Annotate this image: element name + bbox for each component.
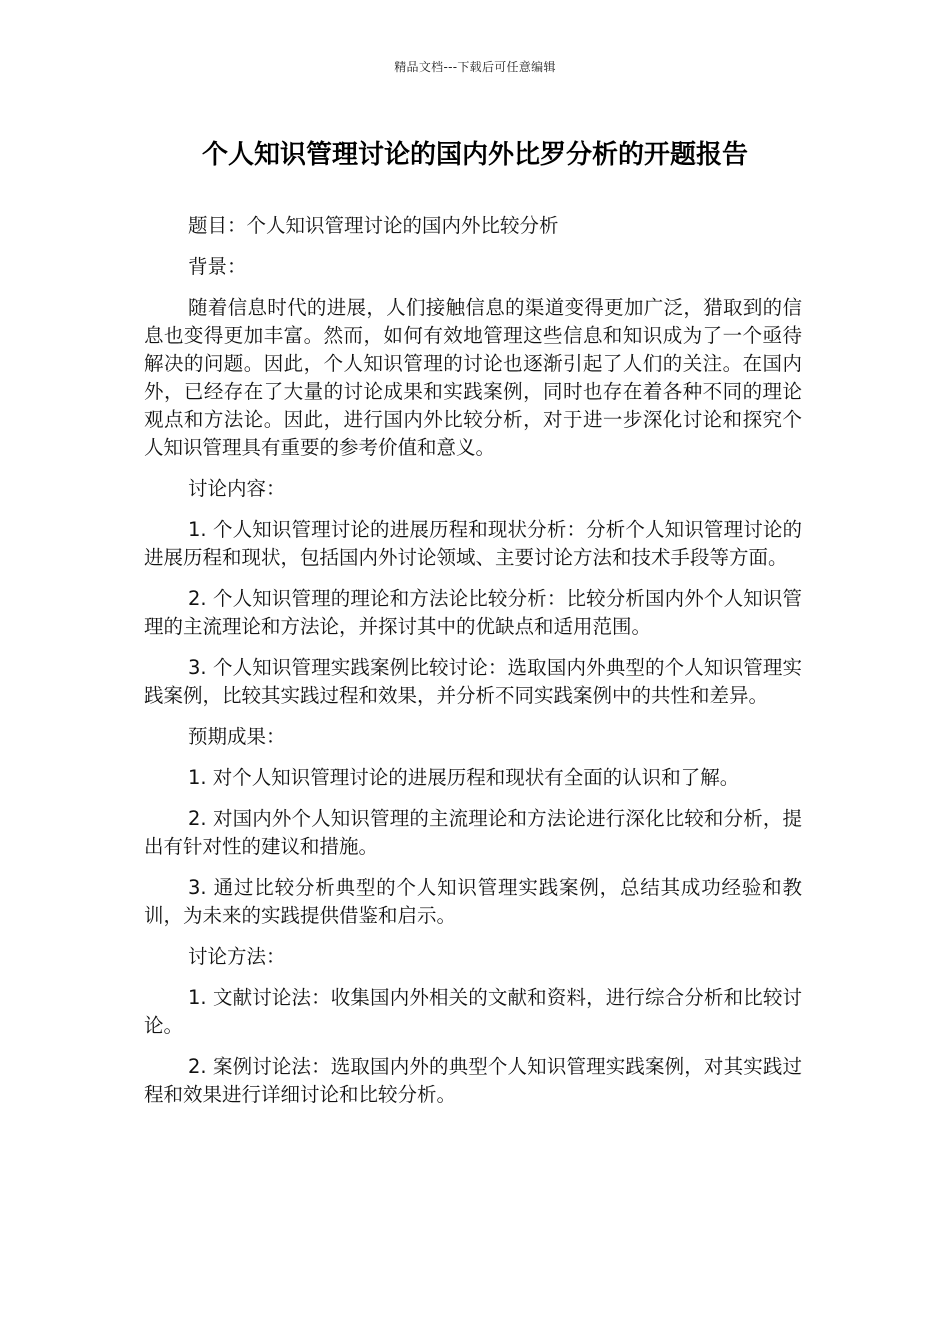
section-heading-content: 讨论内容： xyxy=(188,477,286,500)
method-item-2: 2. 案例讨论法：选取国内外的典型个人知识管理实践案例，对其实践过程和效果进行详细讨论和比较分析。 xyxy=(144,1055,802,1106)
content-item-3: 3. 个人知识管理实践案例比较讨论：选取国内外典型的个人知识管理实践案例，比较其实践过程和效果，并分析不同实践案例中的共性和差异。 xyxy=(144,656,802,707)
topic-line: 题目：个人知识管理讨论的国内外比较分析 xyxy=(188,214,559,237)
outcome-item-1: 1. 对个人知识管理讨论的进展历程和现状有全面的认识和了解。 xyxy=(188,766,740,789)
section-heading-methods: 讨论方法： xyxy=(188,945,286,968)
content-item-2: 2. 个人知识管理的理论和方法论比较分析：比较分析国内外个人知识管理的主流理论和方法论，并探讨其中的优缺点和适用范围。 xyxy=(144,587,802,638)
method-item-1: 1. 文献讨论法：收集国内外相关的文献和资料，进行综合分析和比较讨论。 xyxy=(144,986,802,1037)
outcome-item-2: 2. 对国内外个人知识管理的主流理论和方法论进行深化比较和分析，提出有针对性的建议和措施。 xyxy=(144,807,802,858)
document-body xyxy=(144,212,802,1122)
background-paragraph: 随着信息时代的进展，人们接触信息的渠道变得更加广泛，猎取到的信息也变得更加丰富。然而，如何有效地管理这些信息和知识成为了一个亟待解决的问题。因此，个人知识管理的讨论也逐渐引起了人们的关注。在国内外，已经存在了大量的讨论成果和实践案例，同时也存在着各种不同的理论观点和方法论。因此，进行国内外比较分析，对于进一步深化讨论和探究个人知识管理具有重要的参考价值和意义。 xyxy=(144,296,802,459)
header-note: 精品文档---下载后可任意编辑 xyxy=(394,60,556,74)
outcome-item-3: 3. 通过比较分析典型的个人知识管理实践案例，总结其成功经验和教训，为未来的实践提供借鉴和启示。 xyxy=(144,876,802,927)
document-title: 个人知识管理讨论的国内外比罗分析的开题报告 xyxy=(201,140,748,170)
section-heading-background: 背景： xyxy=(188,255,247,278)
section-heading-outcomes: 预期成果： xyxy=(188,725,286,748)
content-item-1: 1. 个人知识管理讨论的进展历程和现状分析：分析个人知识管理讨论的进展历程和现状，包括国内外讨论领域、主要讨论方法和技术手段等方面。 xyxy=(144,518,802,569)
